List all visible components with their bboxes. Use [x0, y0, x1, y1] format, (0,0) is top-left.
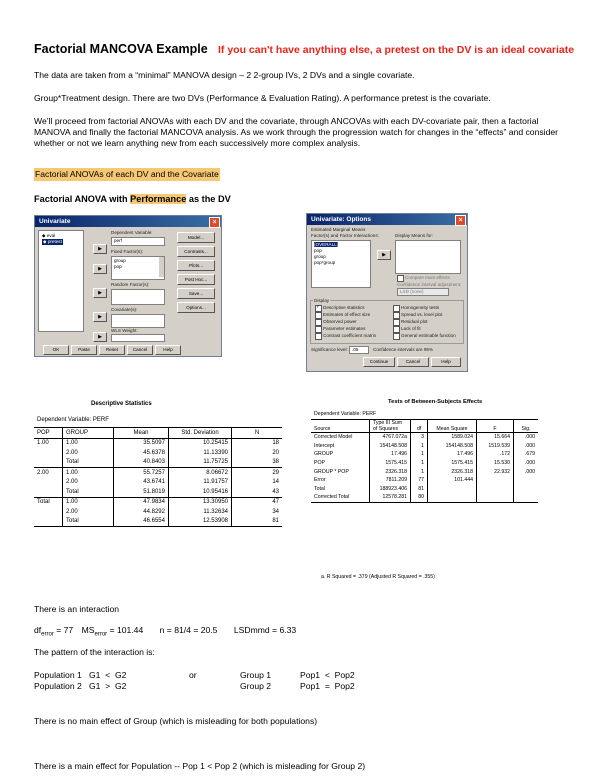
table-cell: 47 — [272, 499, 279, 506]
table-cell — [428, 493, 477, 502]
table-row — [34, 438, 282, 448]
parameter-estimates-checkbox[interactable] — [315, 326, 322, 333]
ci-select[interactable] — [397, 288, 449, 296]
table-header-row — [34, 428, 282, 439]
tests-title: Tests of Between-Subjects Effects — [388, 399, 483, 405]
options-dialog — [306, 213, 468, 372]
move-dependent-arrow-icon[interactable]: ▶ — [93, 244, 107, 254]
homogeneity-checkbox[interactable] — [393, 305, 400, 312]
pattern-text: The pattern of the interaction is: — [34, 647, 155, 657]
table-cell — [34, 487, 63, 497]
display-option-label: General estimable function — [401, 333, 456, 338]
table-cell: Corrected Total — [311, 493, 370, 502]
display-option-label: Homogeneity tests — [401, 305, 440, 310]
table-row — [311, 476, 538, 485]
table-cell: Total — [63, 487, 114, 497]
table-cell — [477, 493, 514, 502]
table-cell: 51.8019 — [114, 487, 169, 497]
covariate-list[interactable] — [111, 314, 165, 328]
display-group-label: Display — [314, 298, 330, 303]
table-row — [311, 450, 538, 459]
table-cell: 11.32634 — [169, 507, 232, 517]
interaction-text: There is an interaction — [34, 604, 120, 614]
fixed-factor-item[interactable]: pop — [114, 264, 122, 269]
table-cell: 43 — [272, 488, 279, 495]
column-header: F — [477, 420, 514, 433]
table-cell: 1519.539 — [477, 442, 514, 451]
cancel-button[interactable]: Cancel — [397, 357, 429, 367]
table-cell — [34, 478, 63, 488]
table-cell: POP — [311, 459, 370, 468]
table-cell — [477, 485, 514, 494]
compare-label: Compare main effects — [405, 275, 450, 280]
table-cell: 17.496 — [428, 450, 477, 459]
group2-label: Group 2 — [240, 681, 272, 691]
move-fixed-arrow-icon[interactable]: ▶ — [93, 264, 107, 274]
table-cell: 34 — [272, 508, 279, 515]
ci-label: Confidence interval adjustment: — [397, 282, 462, 287]
close-icon[interactable]: × — [209, 217, 220, 228]
paste-button[interactable]: Paste — [71, 345, 97, 355]
column-header: POP — [34, 428, 63, 439]
continue-button[interactable]: Continue — [363, 357, 395, 367]
ms-subscript: error — [94, 631, 108, 638]
table-cell: 14 — [272, 479, 279, 486]
table-cell: .000 — [524, 434, 535, 441]
display-option-label: Estimates of effect size — [323, 312, 371, 317]
table-cell: 12.53908 — [169, 517, 232, 527]
table-cell: 12578.281 — [370, 493, 411, 502]
group1-label: Group 1 — [240, 670, 272, 680]
table-cell: 1 — [411, 450, 428, 459]
table-cell: 55.7257 — [114, 468, 169, 478]
factors-label: Factor(s) and Factor Interactions: — [311, 233, 379, 238]
table-cell: 1.00 — [63, 438, 114, 448]
heading-text-end: as the DV — [186, 194, 231, 204]
residual-plot-checkbox[interactable] — [393, 319, 400, 326]
table-cell — [34, 517, 63, 527]
table-cell: .000 — [524, 468, 535, 475]
table-row — [34, 458, 282, 468]
ci-select-value: LSD (none) — [400, 289, 424, 294]
table-row — [34, 517, 282, 527]
cancel-button[interactable]: Cancel — [127, 345, 153, 355]
table-row — [311, 485, 538, 494]
table-row — [311, 442, 538, 451]
estimable-function-checkbox[interactable] — [393, 333, 400, 340]
display-option-label: Lack of fit — [401, 326, 421, 331]
table-header-row — [311, 420, 538, 433]
move-random-arrow-icon[interactable]: ▶ — [93, 288, 107, 298]
no-main-effect-text: There is no main effect of Group (which is misleading for both populations) — [34, 716, 318, 726]
table-row — [311, 433, 538, 442]
table-cell: 46.6554 — [114, 517, 169, 527]
n-text: n = 81/4 = 20.5 — [159, 625, 218, 635]
display-means-label: Display Means for: — [395, 233, 434, 238]
plots-button[interactable]: Plots... — [177, 260, 215, 271]
table-cell: 11.91757 — [169, 478, 232, 488]
table-cell: 80 — [411, 493, 428, 502]
covariate-label: Covariate(s): — [111, 307, 138, 312]
column-header: N — [254, 429, 260, 436]
random-label: Random Factor(s): — [111, 282, 150, 287]
variable-item-selected[interactable]: ◆ pretest — [43, 239, 62, 244]
lack-of-fit-checkbox[interactable] — [393, 326, 400, 333]
table-row — [34, 468, 282, 478]
dependent-field[interactable] — [111, 237, 165, 246]
table-cell: 1 — [411, 459, 428, 468]
table-cell: .172 — [477, 450, 514, 459]
table-cell — [34, 507, 63, 517]
lsd-text: LSDmmd = 6.33 — [233, 625, 297, 635]
table-cell: 101.444 — [428, 476, 477, 485]
display-option-label: Contrast coefficient matrix — [323, 333, 377, 338]
group2-pattern: Pop1 = Pop2 — [300, 681, 355, 691]
ok-button[interactable]: OK — [43, 345, 69, 355]
table-cell: Error — [311, 476, 370, 485]
observed-power-checkbox[interactable] — [315, 319, 322, 326]
table-cell: 1 — [411, 442, 428, 451]
options-titlebar — [307, 214, 467, 225]
tests-dv: Dependent Variable: PERF — [314, 411, 377, 417]
column-header: df — [411, 420, 428, 433]
table-row — [34, 487, 282, 497]
table-cell: 77 — [411, 476, 428, 485]
table-row — [34, 497, 282, 507]
table-cell: 2.00 — [63, 507, 114, 517]
column-header: GROUP — [63, 428, 114, 439]
effect-size-checkbox[interactable] — [315, 312, 322, 319]
random-factor-list[interactable] — [111, 289, 165, 305]
table-cell: 13.30950 — [169, 497, 232, 507]
table-cell: 43.6741 — [114, 478, 169, 488]
heading-text: Factorial ANOVA with — [34, 194, 131, 204]
display-option-label: Observed power — [323, 319, 357, 324]
table-cell — [34, 448, 63, 458]
wls-field[interactable] — [111, 334, 165, 342]
descriptives-dv: Dependent Variable: PERF — [37, 417, 109, 423]
table-cell: .000 — [524, 460, 535, 467]
table-cell: 81 — [411, 485, 428, 494]
factors-list[interactable] — [311, 240, 371, 288]
page-title: Factorial MANCOVA Example — [34, 42, 208, 56]
tests-footnote: a. R Squared = .379 (Adjusted R Squared = .355) — [321, 574, 435, 580]
table-cell: 18 — [272, 440, 279, 447]
descriptives-table — [34, 427, 282, 527]
table-cell: 4767.072a — [370, 433, 411, 442]
factor-item[interactable]: pop — [314, 248, 322, 253]
or-text: or — [189, 670, 197, 680]
help-button[interactable]: Help — [155, 345, 181, 355]
contrast-matrix-checkbox[interactable] — [315, 333, 322, 340]
table-cell: Total — [63, 517, 114, 527]
table-cell: 154148.508 — [428, 442, 477, 451]
column-header: Type III Sum of Squares — [370, 420, 411, 433]
table-cell: 1575.415 — [428, 459, 477, 468]
df-subscript: error — [41, 631, 54, 638]
table-cell: 15.664 — [477, 433, 514, 442]
table-cell: 15.530 — [477, 459, 514, 468]
intro-paragraph-2: Group*Treatment design. There are two DVs (Performance & Evaluation Rating). A performance pretest is the covariate. — [34, 93, 491, 103]
table-row — [311, 467, 538, 476]
table-cell: 44.8292 — [114, 507, 169, 517]
intro-paragraph-1: The data are taken from a “minimal” MANOVA design – 2 2-group IVs, 2 DVs and a single covariate. — [34, 70, 415, 80]
table-cell: 188923.406 — [370, 485, 411, 494]
check-icon: ✓ — [316, 304, 321, 310]
table-row — [34, 478, 282, 488]
table-cell: 17.496 — [370, 450, 411, 459]
dependent-value: perf — [114, 238, 122, 243]
table-cell — [514, 476, 539, 485]
fixed-factor-list[interactable] — [111, 256, 165, 280]
options-button[interactable]: Options... — [177, 302, 215, 313]
post-hoc-button[interactable]: Post Hoc... — [177, 274, 215, 285]
table-cell: 8.06672 — [169, 468, 232, 478]
factor-item-selected[interactable]: (OVERALL) — [314, 242, 339, 247]
table-cell: 11.75725 — [169, 458, 232, 468]
table-cell: 1.00 — [63, 468, 114, 478]
column-header: Std. Deviation — [169, 428, 232, 439]
display-option-label: Spread vs. level plot — [401, 312, 443, 317]
table-cell: 7811.209 — [370, 476, 411, 485]
table-cell — [428, 485, 477, 494]
table-cell: 1 — [411, 467, 428, 476]
scrollbar[interactable] — [159, 257, 164, 277]
main-effect-text: There is a main effect for Population -- Pop 1 < Pop 2 (which is misleading for Group 2) — [34, 761, 366, 771]
table-cell — [34, 458, 63, 468]
table-cell: 29 — [272, 469, 279, 476]
table-cell: 47.9834 — [114, 497, 169, 507]
display-option-label: Residual plot — [401, 319, 428, 324]
help-button[interactable]: Help — [431, 357, 461, 367]
factor-item[interactable]: pop*group — [314, 260, 336, 265]
table-cell: Total — [311, 485, 370, 494]
move-covariate-arrow-icon[interactable]: ▶ — [93, 312, 107, 322]
table-cell: 1.00 — [63, 497, 114, 507]
save-button[interactable]: Save... — [177, 288, 215, 299]
table-cell: 1575.415 — [370, 459, 411, 468]
table-cell: 2326.318 — [370, 467, 411, 476]
ms-label: MS — [81, 625, 95, 635]
table-cell — [477, 476, 514, 485]
column-header: Source — [311, 420, 370, 433]
table-cell: 3 — [411, 433, 428, 442]
ms-value: = 101.44 — [107, 625, 144, 635]
compare-checkbox[interactable] — [397, 275, 404, 282]
move-means-arrow-icon[interactable]: ▶ — [377, 250, 391, 260]
descriptives-title: Descriptive Statistics — [91, 401, 152, 407]
table-cell: GROUP — [311, 450, 370, 459]
variable-list[interactable] — [38, 230, 84, 332]
model-button[interactable]: Model... — [177, 232, 215, 243]
variable-item[interactable]: ◆ eval — [42, 233, 56, 238]
table-cell: 22.932 — [477, 467, 514, 476]
reset-button[interactable]: Reset — [99, 345, 125, 355]
table-row — [311, 493, 538, 502]
column-header: Mean — [114, 428, 169, 439]
tests-table — [311, 419, 538, 503]
table-cell: .000 — [524, 442, 535, 449]
fixed-factor-item[interactable]: group — [114, 258, 126, 263]
univariate-dialog — [34, 215, 222, 357]
move-wls-arrow-icon[interactable]: ▶ — [93, 332, 107, 342]
table-cell: Intercept — [311, 442, 370, 451]
options-title: Univariate: Options — [311, 216, 371, 223]
error-stats-line — [34, 625, 296, 638]
display-option-label: Descriptive statistics — [323, 305, 365, 310]
table-cell: 20 — [272, 449, 279, 456]
section-heading — [34, 194, 231, 204]
table-cell: 1589.024 — [428, 433, 477, 442]
factor-item[interactable]: group — [314, 254, 326, 259]
sig-input[interactable] — [349, 346, 369, 354]
table-cell: 81 — [272, 518, 279, 525]
column-header: Sig. — [521, 426, 531, 432]
table-cell: 1.00 — [34, 438, 63, 448]
heading-highlight: Performance — [130, 194, 187, 204]
group1-pattern: Pop1 < Pop2 — [300, 670, 355, 680]
close-icon[interactable]: × — [455, 215, 466, 226]
table-cell: 35.5097 — [114, 438, 169, 448]
table-cell: GROUP * POP — [311, 467, 370, 476]
means-group-label: Estimated Marginal Means — [311, 227, 366, 232]
display-option-label: Parameter estimates — [323, 326, 366, 331]
intro-paragraph-3: We’ll proceed from factorial ANOVAs with each DV and the covariate, through ANCOVAs with each DV-covariate pair, then a factorial MANOVA and finally the factorial MANCOVA analysis. As we work through the progression watch for changes in the “effects” and consider whether or not we learn anything new from each successively more complex analysis. — [34, 116, 558, 148]
fixed-label: Fixed Factor(s): — [111, 249, 144, 254]
table-cell: 2.00 — [63, 448, 114, 458]
contrasts-button[interactable]: Contrasts... — [177, 246, 215, 257]
table-cell — [514, 493, 539, 502]
spread-level-checkbox[interactable] — [393, 312, 400, 319]
table-row — [34, 507, 282, 517]
table-cell: 11.13390 — [169, 448, 232, 458]
dialog-title: Univariate — [39, 218, 71, 225]
df-value: = 77 — [53, 625, 74, 635]
table-cell: 40.8403 — [114, 458, 169, 468]
section-highlight: Factorial ANOVAs of each DV and the Covariate — [35, 169, 219, 179]
table-cell: 10.95416 — [169, 487, 232, 497]
table-cell: 45.6378 — [114, 448, 169, 458]
table-cell: 2.00 — [63, 478, 114, 488]
ci-text: Confidence intervals are 95% — [373, 347, 434, 352]
table-row — [34, 448, 282, 458]
table-cell — [514, 485, 539, 494]
table-cell: 154148.508 — [370, 442, 411, 451]
table-cell: Total — [63, 458, 114, 468]
page-subtitle: If you can't have anything else, a pretest on the DV is an ideal covariate — [218, 44, 575, 56]
sig-value: .05 — [352, 347, 359, 352]
pop1-pattern: Population 1 G1 < G2 — [34, 670, 127, 680]
wls-label: WLS Weight: — [111, 328, 138, 333]
table-cell: .679 — [524, 451, 535, 458]
table-row — [311, 459, 538, 468]
dialog-titlebar — [35, 216, 221, 227]
table-cell: 2326.318 — [428, 467, 477, 476]
table-cell: Total — [34, 497, 63, 507]
table-cell: 2.00 — [34, 468, 63, 478]
table-cell: 10.25415 — [169, 438, 232, 448]
table-cell: Corrected Model — [311, 433, 370, 442]
pop2-pattern: Population 2 G1 > G2 — [34, 681, 127, 691]
column-header: Mean Square — [428, 420, 477, 433]
dependent-label: Dependent Variable: — [111, 230, 153, 235]
table-cell: 38 — [272, 459, 279, 466]
sig-label: Significance level: — [311, 347, 348, 352]
df-label: df — [34, 625, 42, 635]
display-means-list[interactable] — [395, 240, 461, 274]
